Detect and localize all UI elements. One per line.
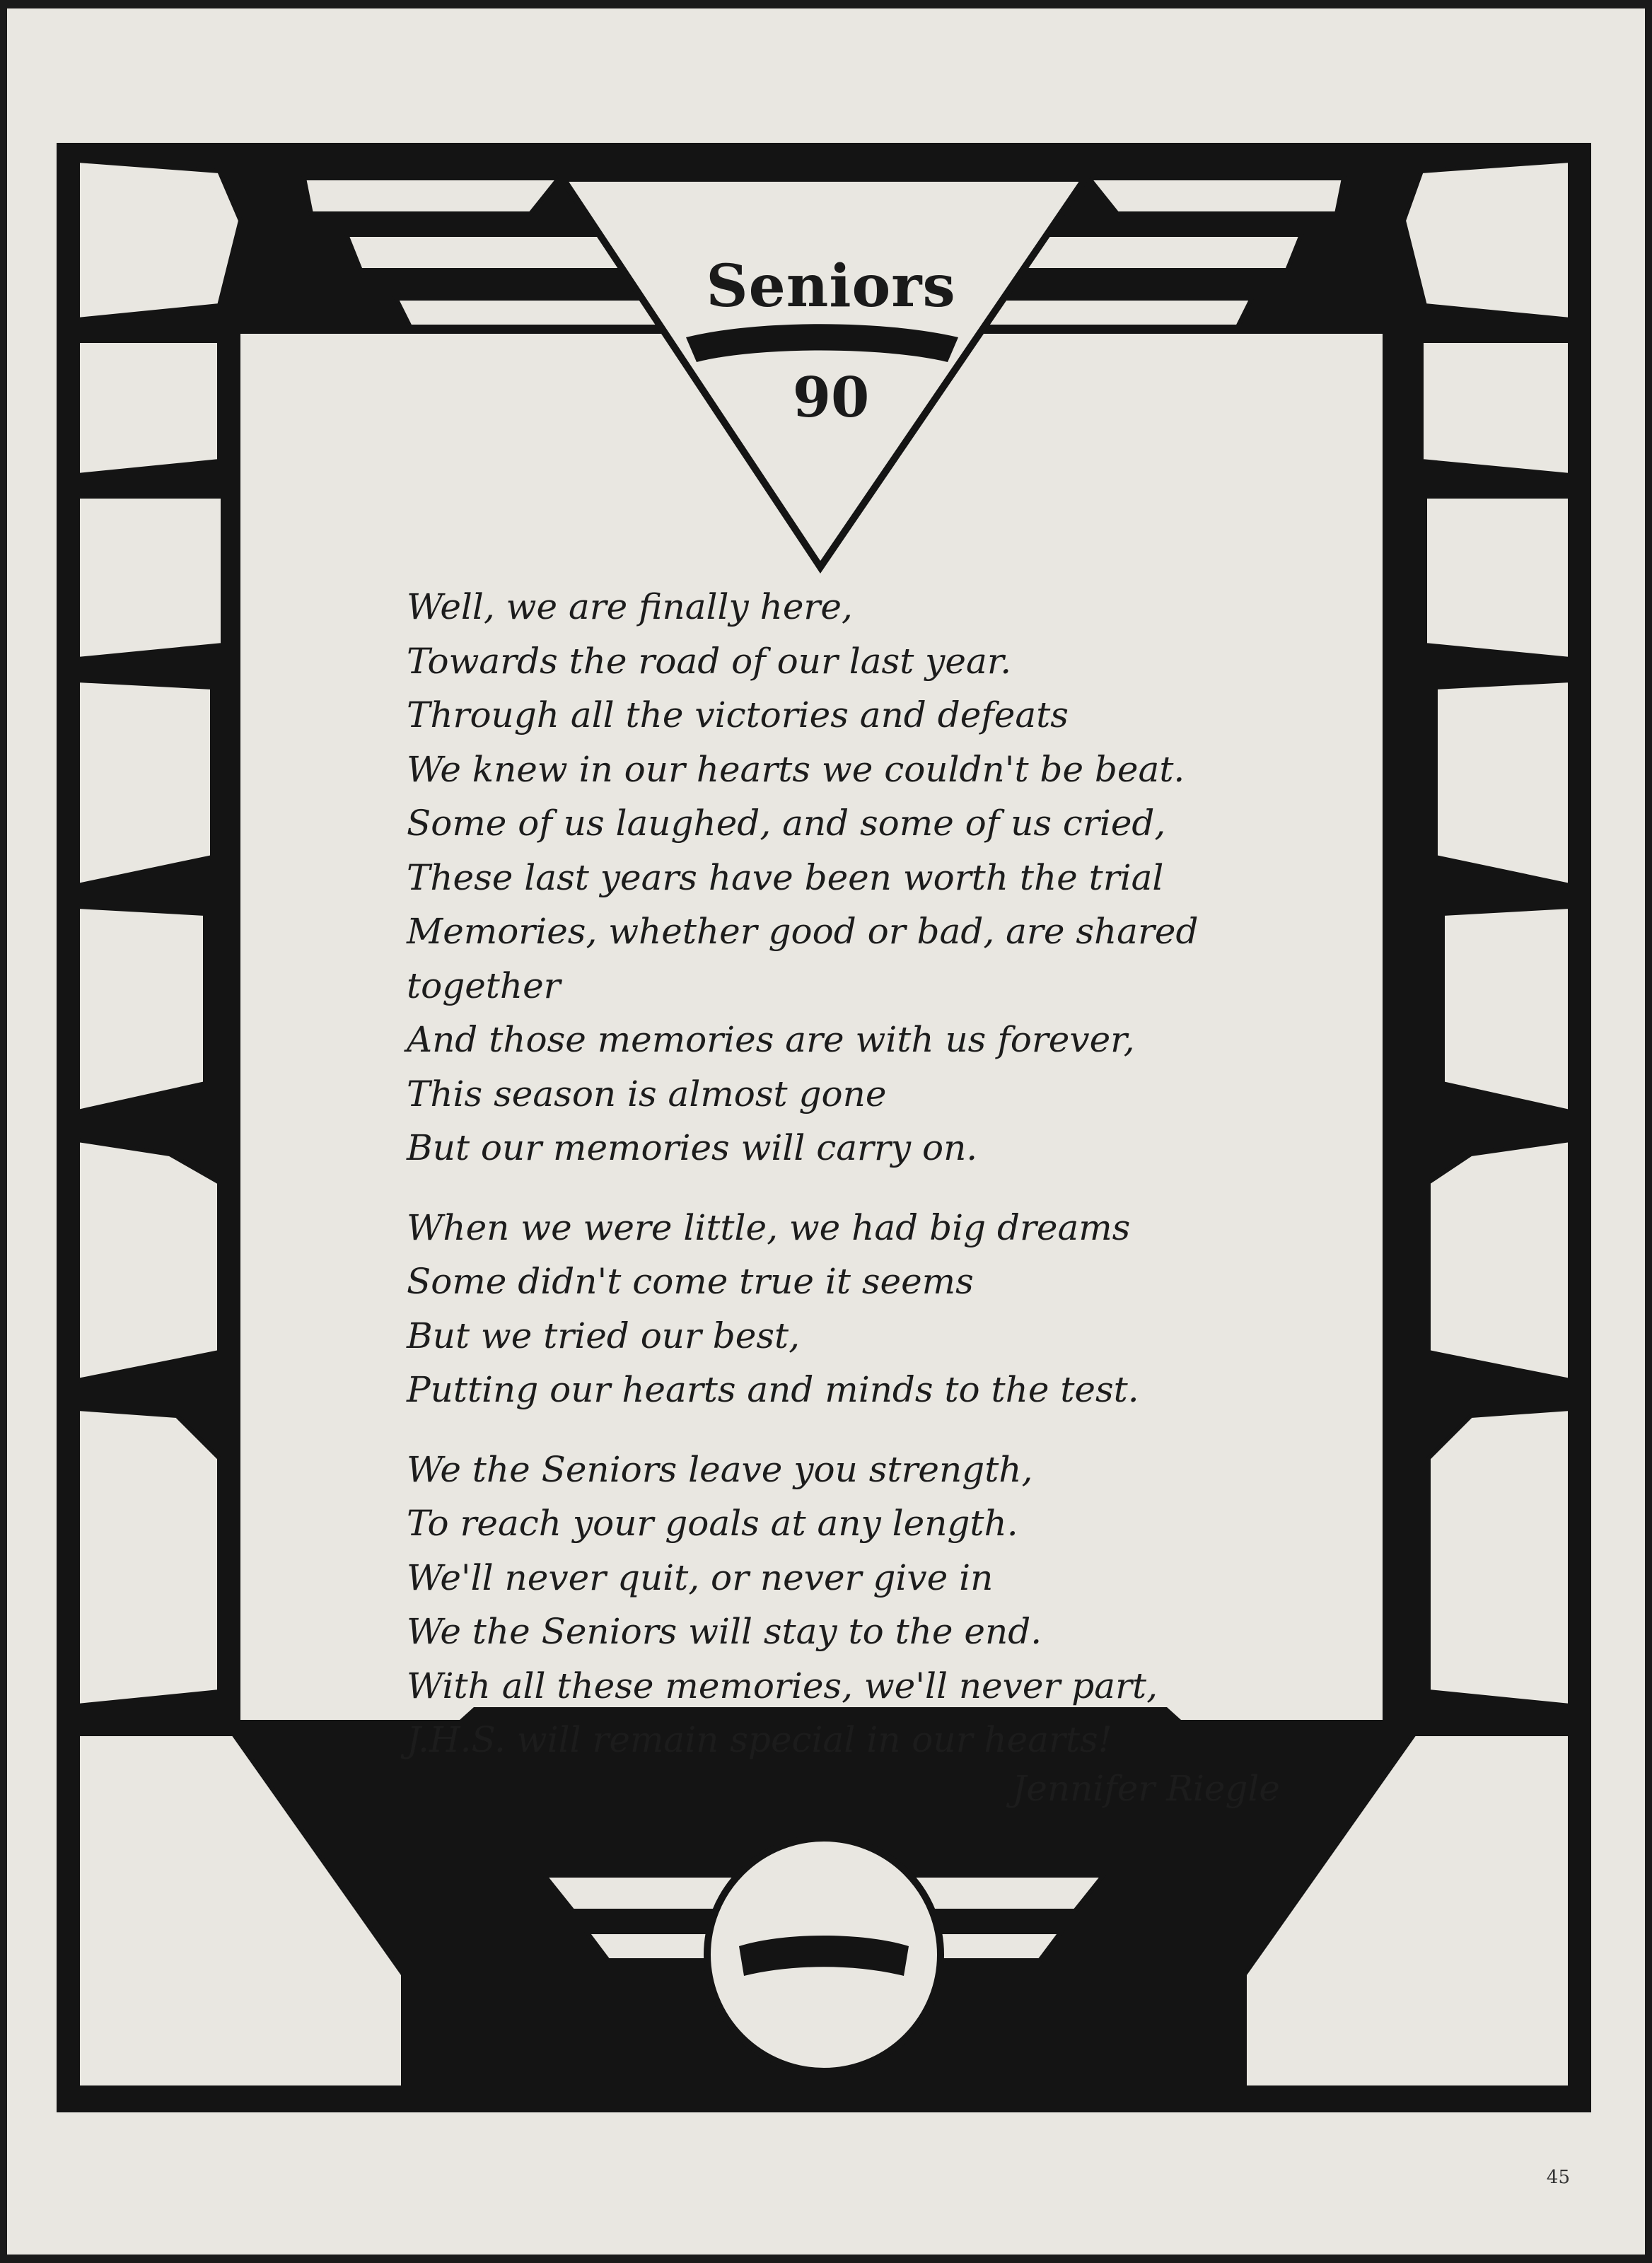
poem-line: But we tried our best, <box>407 1315 801 1356</box>
poem-author: Jennifer Riegle <box>1012 1768 1280 1809</box>
poem-line: Some didn't come true it seems <box>407 1261 974 1302</box>
poem-line: These last years have been worth the trial <box>407 856 1164 898</box>
poem-line: Through all the victories and defeats <box>407 694 1069 735</box>
stanza <box>407 1201 1298 1417</box>
page-number: 45 <box>1546 2167 1570 2188</box>
page-title: Seniors <box>706 252 956 320</box>
poem-line: We the Seniors will stay to the end. <box>407 1611 1042 1652</box>
poem-line: Well, we are finally here, <box>407 586 853 627</box>
stanza <box>407 1443 1298 1767</box>
poem-line: We'll never quit, or never give in <box>407 1557 994 1598</box>
poem-line: together <box>407 965 561 1006</box>
poem-line: We the Seniors leave you strength, <box>407 1448 1033 1490</box>
poem-line: But our memories will carry on. <box>407 1127 978 1168</box>
poem-line: Towards the road of our last year. <box>407 640 1012 682</box>
poem-line: Some of us laughed, and some of us cried, <box>407 803 1166 844</box>
poem-line: We knew in our hearts we couldn't be beat. <box>407 748 1185 790</box>
poem-line: J.H.S. will remain special in our hearts! <box>407 1719 1112 1760</box>
yearbook-page <box>7 8 1645 2255</box>
poem <box>407 580 1298 1767</box>
poem-line: Memories, whether good or bad, are shared <box>407 911 1199 952</box>
poem-line: When we were little, we had big dreams <box>407 1206 1131 1248</box>
poem-line: To reach your goals at any length. <box>407 1503 1018 1544</box>
poem-line: With all these memories, we'll never part, <box>407 1665 1158 1706</box>
poem-line: This season is almost gone <box>407 1073 887 1115</box>
poem-line: And those memories are with us forever, <box>407 1019 1135 1060</box>
stanza <box>407 580 1298 1175</box>
poem-line: Putting our hearts and minds to the test. <box>407 1369 1139 1410</box>
class-year: 90 <box>792 366 870 430</box>
